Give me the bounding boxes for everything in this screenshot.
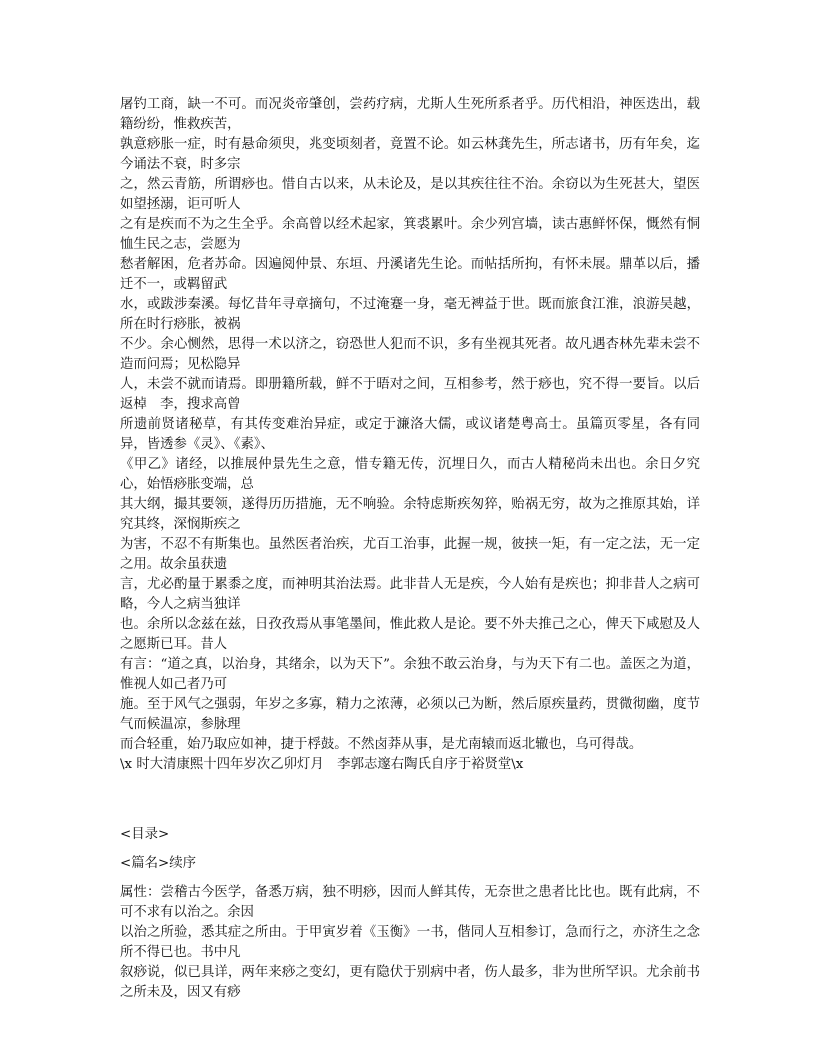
section-spacer [120,874,700,883]
preface-line: 也。余所以念兹在兹，日孜孜焉从事笔墨间，惟此救人是论。要不外夫推己之心，俾天下咸慰及人之愿斯已耳。昔人 [120,617,700,652]
preface-line: 之有是疾而不为之生全乎。余高曾以经术起家，箕裘累叶。余少列宫墙，读古惠鲜怀保，慨然有恫恤生民之志，尝愿为 [120,217,700,252]
preface-line: 不少。余心恻然，思得一术以济之，窃恐世人犯而不识，多有坐视其死者。故凡遇杏林先辈未尝不造而问焉；见松隐异 [120,337,700,372]
preface-signature: \x 时大清康熙十四年岁次乙卯灯月 李郭志邃右陶氏自序于裕贤堂\x [120,757,524,772]
toc-heading: <目录> [120,827,170,842]
preface-line: 而合轻重，始乃取应如神，捷于桴鼓。不然卤莽从事，是尤南辕而返北辙也，乌可得哉。 [120,737,643,752]
continuation-body [120,883,700,1003]
preface-line: 屠钓工商，缺一不可。而况炎帝肇创，尝药疗病，尤斯人生死所系者乎。历代相沿，神医迭出，载籍纷纷，惟救疾苦， [120,97,700,132]
preface-line: 为害，不忍不有斯集也。虽然医者治疾，尤百工治事，此握一规，彼挟一矩，有一定之法，无一定之用。故余虽获遗 [120,537,700,572]
preface-line: 愁者解困，危者苏命。因遍阅仲景、东垣、丹溪诸先生论。而帖括所拘，有怀未展。鼎革以后，播迁不一，或羁留武 [120,257,700,292]
preface-line: 《甲乙》诸经，以推展仲景先生之意，惜专籍无传，沉埋日久，而古人精秘尚未出也。余日夕究心，始悟痧胀变端，总 [120,457,700,492]
preface-line: 人，未尝不就而请焉。即册籍所载，鲜不于晤对之间，互相参考，然于痧也，究不得一要旨。以后返棹 李，搜求高曾 [120,377,700,412]
continuation-line: 以治之所验，悉其症之所由。于甲寅岁着《玉衡》一书，偕同人互相参订，急而行之，亦济生之念所不得已也。书中凡 [120,925,700,960]
preface-line: 水，或跋涉秦溪。每忆昔年寻章摘句，不过淹蹇一身，毫无裨益于世。既而旅食江淮，浪游吴越，所在时行痧胀，被祸 [120,297,700,332]
preface-line: 孰意痧胀一症，时有悬命须臾，兆变顷刻者，竟置不论。如云林龚先生，所志诸书，历有年矣，迄今诵法不衰，时多宗 [120,137,700,172]
preface-line: 施。至于风气之强弱，年岁之多寡，精力之浓薄，必须以己为断，然后原疾量药，贯微彻幽，度节气而候温凉，参脉理 [120,697,700,732]
section-spacer [120,775,700,825]
preface-line: 所遗前贤诸秘草，有其传变难治异症，或定于濂洛大儒，或议诸楚粤高士。虽篇页零星，各有同异，皆透参《灵》、《素》、 [120,417,700,452]
continuation-line: 叙痧说，似已具详，两年来痧之变幻，更有隐伏于别病中者，伤人最多，非为世所罕识。尤余前书之所未及，因又有痧 [120,965,700,1000]
preface-line: 其大纲，撮其要领，遂得历历措施，无不响验。余特虑斯疾匆猝，贻祸无穷，故为之推原其始，详究其终，深悯斯疾之 [120,497,700,532]
document-page [120,95,700,1003]
preface-body [120,95,700,775]
preface-line: 有言：“道之真，以治身，其绪余，以为天下”。余独不敢云治身，与为天下有二也。盖医之为道，惟视人如己者乃可 [120,657,700,692]
section-title: <篇名>续序 [120,856,197,871]
preface-line: 言，尤必酌量于累黍之度，而神明其治法焉。此非昔人无是疾，今人始有是疾也；抑非昔人之病可略，今人之病当独详 [120,577,700,612]
section-spacer [120,845,700,854]
preface-line: 之，然云青筋，所谓痧也。惜自古以来，从未论及，是以其疾往往不治。余窃以为生死甚大，望医如望拯溺，讵可听人 [120,177,700,212]
continuation-line: 属性：尝稽古今医学，备悉万病，独不明痧，因而人鲜其传，无奈世之患者比比也。既有此病，不可不求有以治之。余因 [120,885,700,920]
